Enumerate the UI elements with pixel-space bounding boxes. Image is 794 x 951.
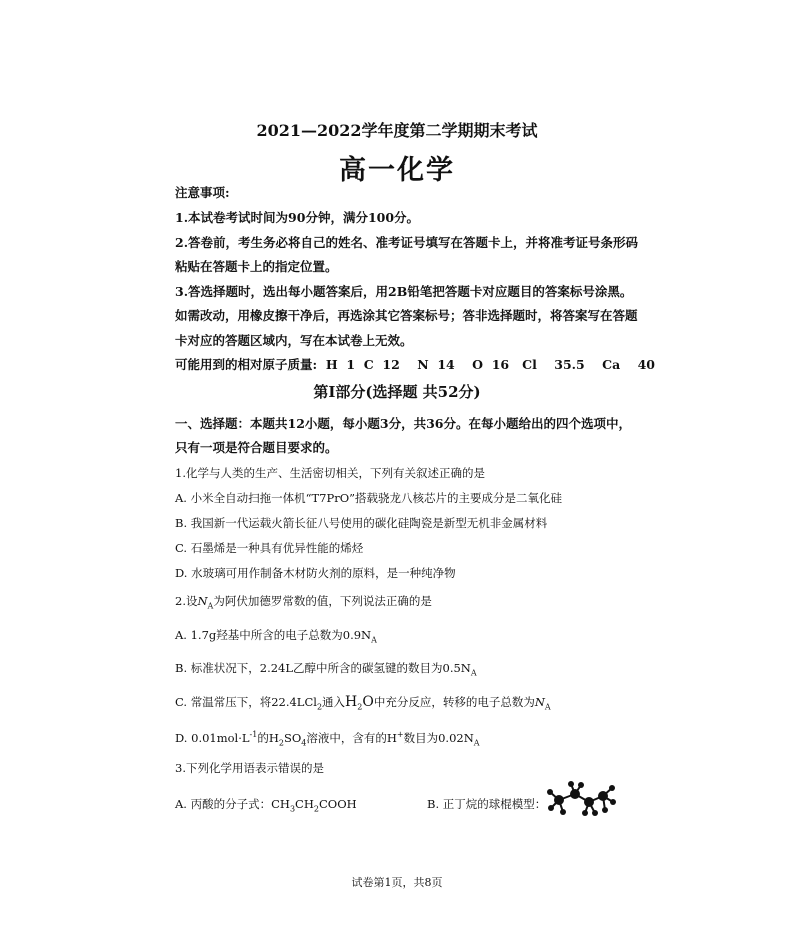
part1-title: 第Ⅰ部分(选择题 共52分) — [313, 383, 481, 401]
question-2-option-c: C. 常温常压下，将22.4LCl$_2$通入$H_2O$中充分反应，转移的电子总数为$N_A$ — [175, 694, 551, 712]
notice-heading: 注意事项: — [175, 185, 230, 200]
notice-line: 粘贴在答题卡上的指定位置。 — [175, 259, 338, 274]
part1-instruction: 一、选择题：本题共12小题，每小题3分，共36分。在每小题给出的四个选项中， — [175, 416, 631, 431]
atomic-masses-line: 可能用到的相对原子质量: H 1 C 12 N 14 O 16 Cl 35.5 Ca 40 — [175, 357, 655, 372]
page-footer: 试卷第1页，共8页 — [351, 876, 443, 889]
question-1-option-a: A. 小米全自动扫拖一体机“T7PrO”搭载骁龙八核芯片的主要成分是二氧化硅 — [175, 491, 563, 505]
question-1-stem: 1.化学与人类的生产、生活密切相关，下列有关叙述正确的是 — [175, 466, 485, 480]
butane-ball-stick-model-icon — [545, 780, 617, 818]
question-3-option-b: B. 正丁烷的球棍模型： — [427, 797, 547, 811]
question-3-stem: 3.下列化学用语表示错误的是 — [175, 761, 324, 775]
exam-year-title: 2021—2022学年度第二学期期末考试 — [256, 121, 538, 140]
question-2-option-b: B. 标准状况下，2.24L乙醇中所含的碳氢键的数目为$0.5N_A$ — [175, 661, 477, 678]
question-2-stem: 2.设$N_A$为阿伏加德罗常数的值，下列说法正确的是 — [175, 594, 432, 611]
question-2-option-d: D. $0.01mol\cdot L^{-1}$的$H_2SO_4$溶液中，含有的H+数目为$0.02N_A$ — [175, 730, 480, 748]
question-1-option-d: D. 水玻璃可用作制备木材防火剂的原料，是一种纯净物 — [175, 566, 456, 580]
question-1-option-b: B. 我国新一代运载火箭长征八号使用的碳化硅陶瓷是新型无机非金属材料 — [175, 516, 548, 530]
question-3-option-a: A. 丙酸的分子式：$CH_3CH_2COOH$ — [175, 797, 357, 814]
notice-line: 3.答选择题时，选出每小题答案后，用2B铅笔把答题卡对应题目的答案标号涂黑。 — [175, 284, 633, 299]
part1-instruction: 只有一项是符合题目要求的。 — [175, 440, 338, 455]
notice-line: 1.本试卷考试时间为90分钟，满分100分。 — [175, 210, 420, 225]
question-2-option-a: A. 1.7g羟基中所含的电子总数为$0.9N_A$ — [175, 628, 377, 645]
exam-subject-title: 高一化学 — [339, 155, 455, 186]
notice-line: 如需改动，用橡皮擦干净后，再选涂其它答案标号；答非选择题时，将答案写在答题 — [175, 308, 638, 323]
question-1-option-c: C. 石墨烯是一种具有优异性能的烯烃 — [175, 541, 364, 555]
notice-line: 卡对应的答题区域内，写在本试卷上无效。 — [175, 333, 413, 348]
notice-line: 2.答卷前，考生务必将自己的姓名、准考证号填写在答题卡上，并将准考证号条形码 — [175, 235, 639, 250]
